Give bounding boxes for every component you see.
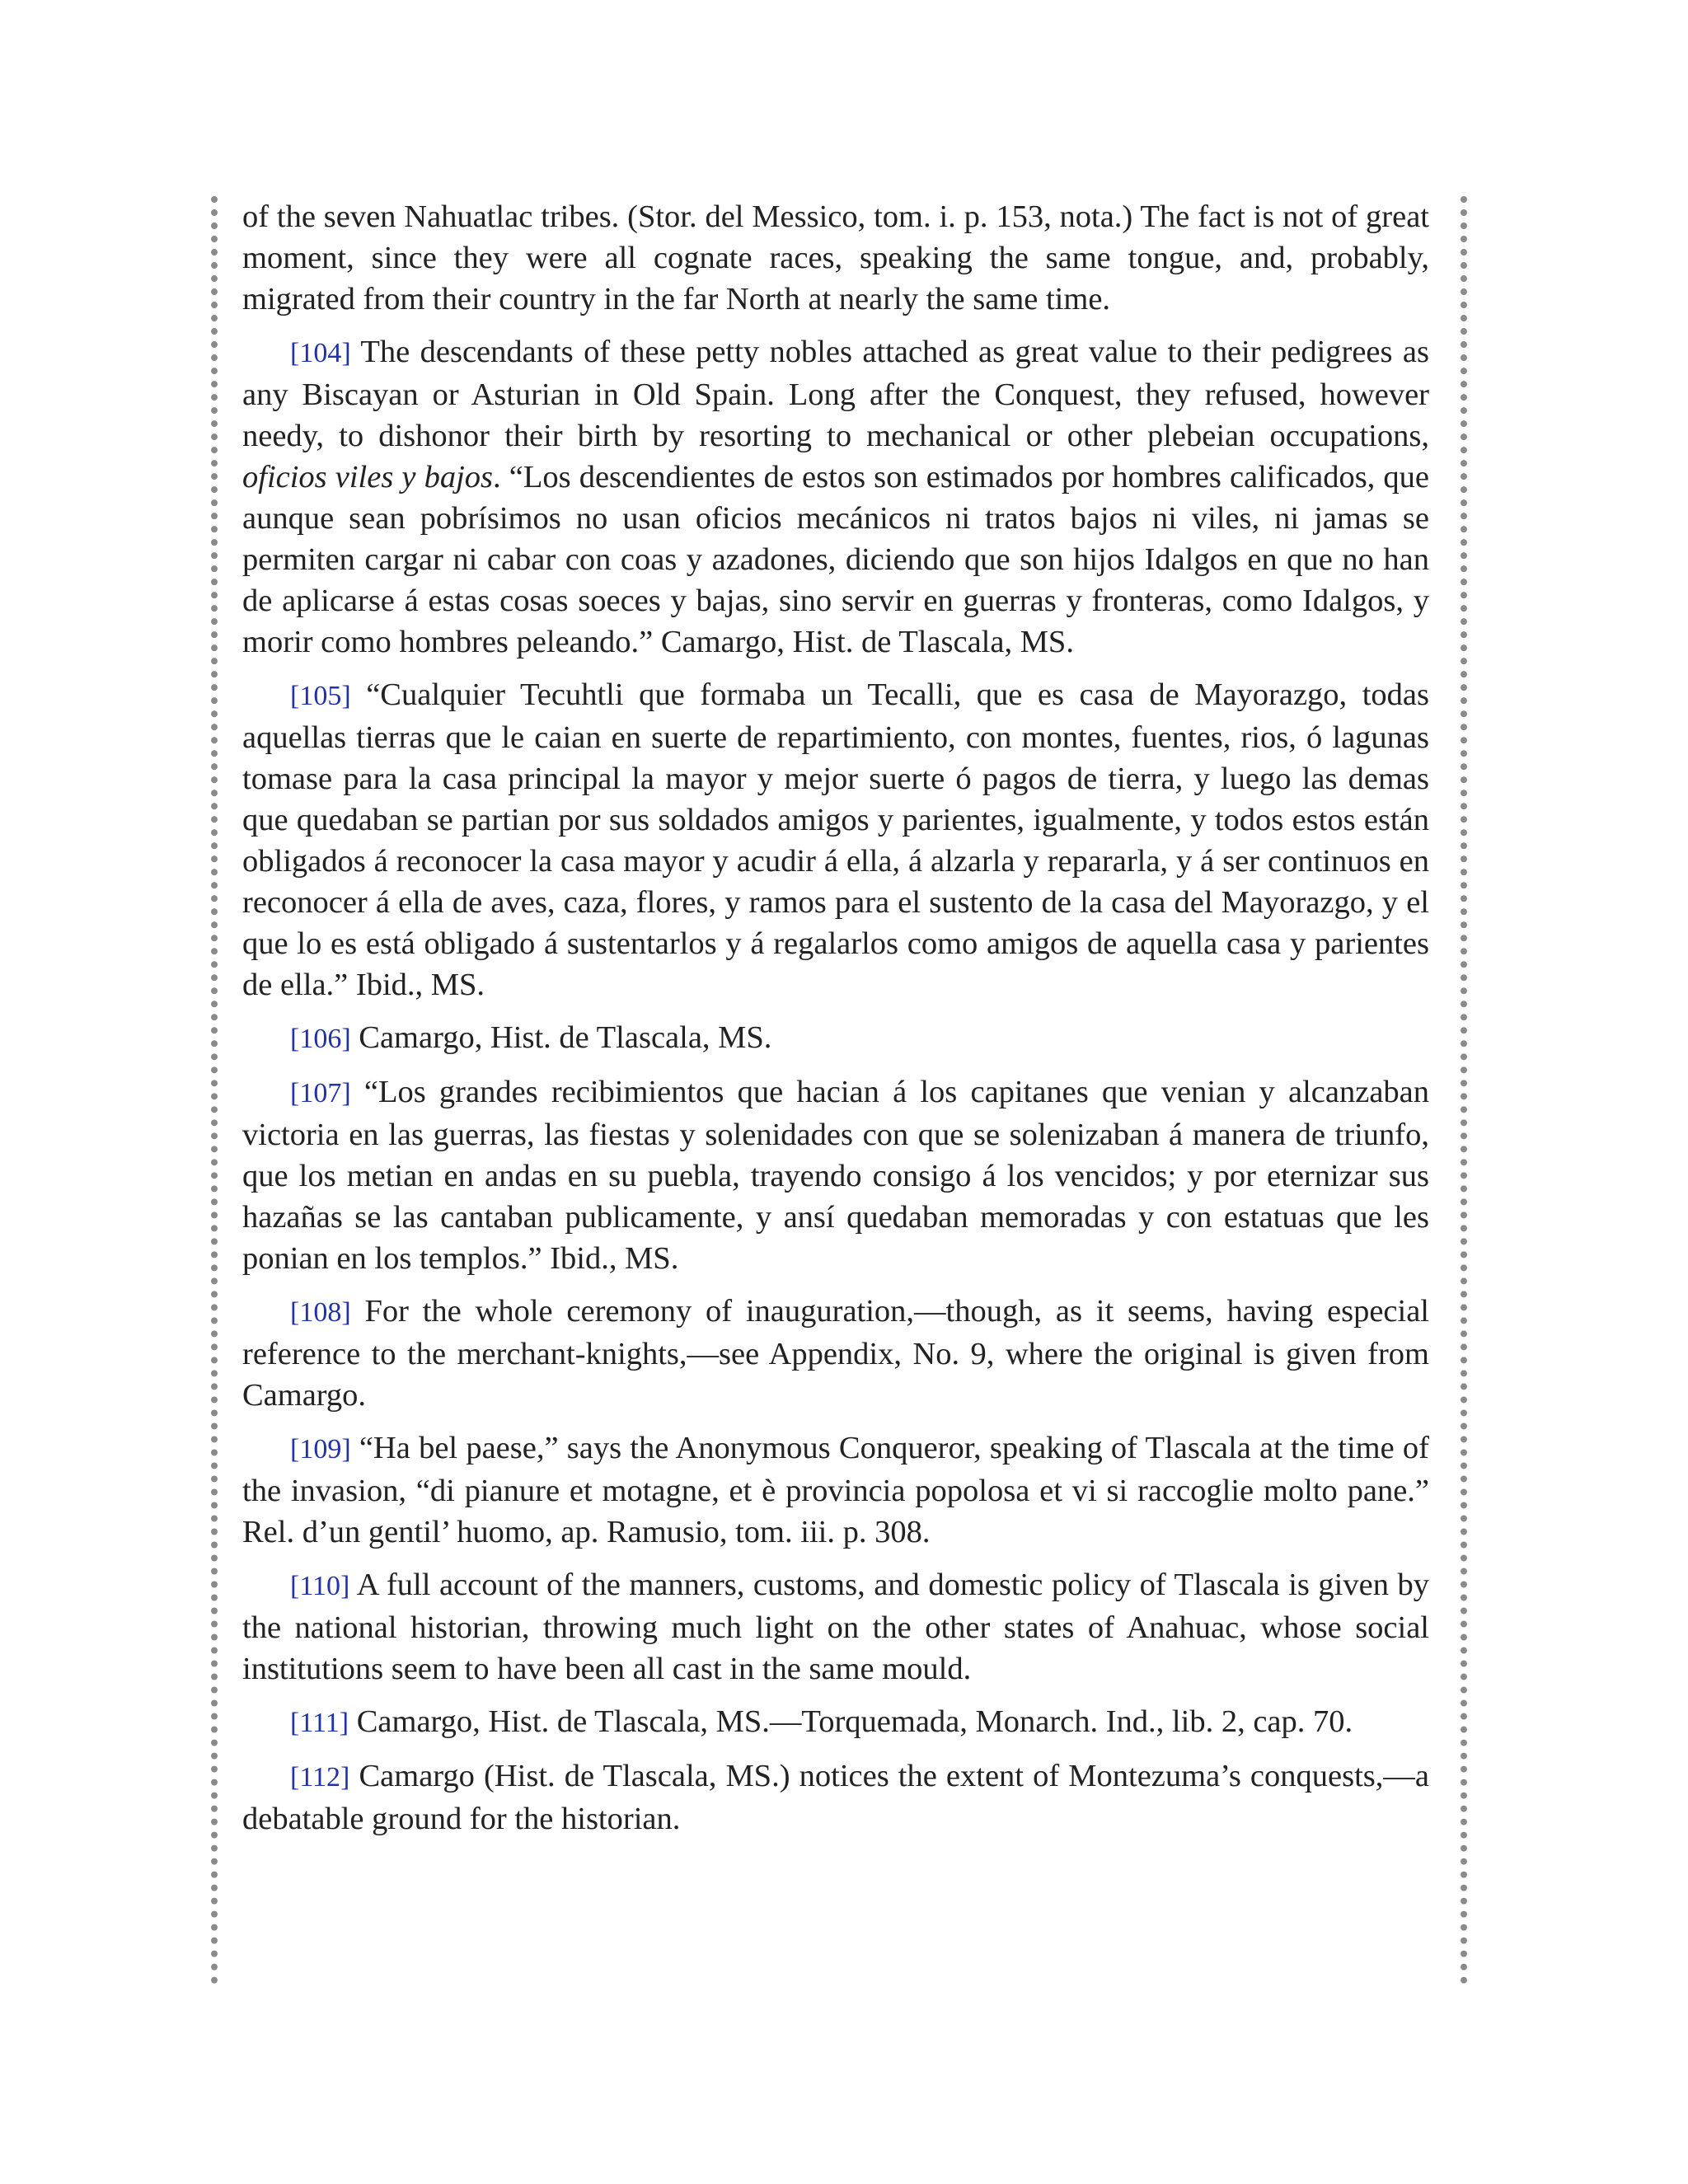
footnote-110 <box>242 1564 1429 1690</box>
footnote-104-text-b: . “Los descendientes de estos son estimados por hombres calificados, que aunque sean pobrísimos no usan oficios mecánicos ni tratos bajos ni viles, ni jamas se permiten cargar ni cabar con coas y azadones, diciendo que son hijos Idalgos en que no han de aplicarse á estas cosas soeces y bajas, sino servir en guerras y fronteras, como Idalgos, y morir como hombres peleando.” Camargo, Hist. de Tlascala, MS. <box>242 460 1430 659</box>
footnote-104-text-a: The descendants of these petty nobles attached as great value to their pedigrees as any Biscayan or Asturian in Old Spain. Long after the Conquest, they refused, however needy, to dishonor their birth by resorting to mechanical or other plebeian occupations, <box>242 335 1429 453</box>
footnote-107 <box>242 1071 1429 1279</box>
footnotes-body <box>242 196 1429 1851</box>
footnote-105-text: “Cualquier Tecuhtli que formaba un Tecalli, que es casa de Mayorazgo, todas aquellas tierras que le caian en suerte de repartimiento, con montes, fuentes, rios, ó lagunas tomase para la casa principal la mayor y mejor suerte ó pagos de tierra, y luego las demas que quedaban se partian por sus soldados amigos y parientes, igualmente, y todos estos están obligados á reconocer la casa mayor y acudir á ella, á alzarla y repararla, y á ser continuos en reconocer á ella de aves, caza, flores, y ramos para el sustento de la casa del Mayorazgo, y el que lo es está obligado á sustentarlos y á regalarlos como amigos de aquella casa y parientes de ella.” Ibid., MS. <box>242 677 1429 1002</box>
footnote-111 <box>242 1701 1429 1744</box>
footnote-106-text: Camargo, Hist. de Tlascala, MS. <box>350 1020 772 1055</box>
footnote-ref-104[interactable]: [104] <box>290 338 351 368</box>
footnote-105 <box>242 674 1429 1005</box>
right-margin-rule <box>1461 196 1467 1985</box>
footnote-ref-106[interactable]: [106] <box>290 1024 351 1054</box>
left-margin-rule <box>211 196 218 1985</box>
footnote-ref-110[interactable]: [110] <box>290 1571 350 1601</box>
footnote-108-text: For the whole ceremony of inauguration,—though, as it seems, having especial reference to the merchant-knights,—see Appendix, No. 9, where the original is given from Camargo. <box>242 1294 1429 1413</box>
footnote-ref-105[interactable]: [105] <box>290 681 351 711</box>
footnote-ref-112[interactable]: [112] <box>290 1762 350 1793</box>
footnote-107-text: “Los grandes recibimientos que hacian á los capitanes que venian y alcanzaban victoria en las guerras, las fiestas y solenidades con que se solenizaban á manera de triunfo, que los metian en andas en su puebla, trayendo consigo á los vencidos; y por eternizar sus hazañas se las cantaban publicamente, y ansí quedaban memoradas y con estatuas que les ponian en los templos.” Ibid., MS. <box>242 1075 1429 1276</box>
footnote-104-italic: oficios viles y bajos <box>242 460 494 494</box>
footnote-108 <box>242 1291 1429 1416</box>
footnote-109 <box>242 1427 1429 1553</box>
footnote-111-text: Camargo, Hist. de Tlascala, MS.—Torquemada, Monarch. Ind., lib. 2, cap. 70. <box>349 1704 1353 1739</box>
footnote-106 <box>242 1017 1429 1060</box>
footnote-112 <box>242 1755 1429 1840</box>
footnote-ref-108[interactable]: [108] <box>290 1297 351 1328</box>
footnote-continuation: of the seven Nahuatlac tribes. (Stor. del Messico, tom. i. p. 153, nota.) The fact is not of great moment, since they were all cognate races, speaking the same tongue, and, probably, migrated from their country in the far North at nearly the same time. <box>242 199 1429 316</box>
footnote-112-text: Camargo (Hist. de Tlascala, MS.) notices the extent of Montezuma’s conquests,—a debatable ground for the historian. <box>242 1759 1429 1836</box>
footnote-ref-107[interactable]: [107] <box>290 1078 351 1108</box>
footnote-104 <box>242 331 1429 663</box>
footnote-ref-111[interactable]: [111] <box>290 1708 349 1738</box>
footnote-110-text: A full account of the manners, customs, and domestic policy of Tlascala is given by the national historian, throwing much light on the other states of Anahuac, whose social institutions seem to have been all cast in the same mould. <box>242 1568 1429 1686</box>
footnote-ref-109[interactable]: [109] <box>290 1434 351 1465</box>
footnote-109-text: “Ha bel paese,” says the Anonymous Conqueror, speaking of Tlascala at the time of the invasion, “di pianure et motagne, et è provincia popolosa et vi si raccoglie molto pane.” Rel. d’un gentil’ huomo, ap. Ramusio, tom. iii. p. 308. <box>242 1431 1429 1549</box>
